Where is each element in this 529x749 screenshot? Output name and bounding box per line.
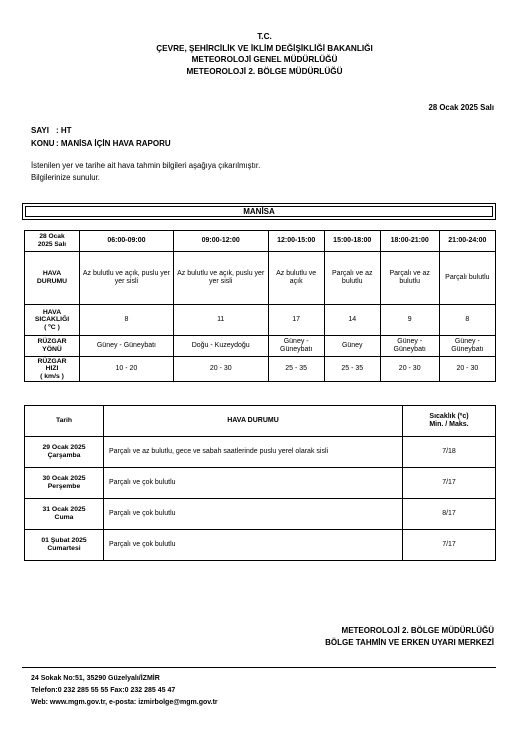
hourly-date-line-1: 28 Ocak [39, 233, 65, 240]
hourly-date-line-2: 2025 Salı [37, 241, 67, 248]
wind-direction-cell: Güney - Güneybatı [80, 336, 174, 357]
condition-cell: Az bulutlu ve açık, puslu yer yer sisli [80, 252, 174, 305]
temp-label-line-3: ( ºC ) [44, 323, 60, 331]
office-line-2: BÖLGE TAHMİN VE ERKEN UYARI MERKEZİ [325, 637, 494, 647]
daily-row [25, 530, 496, 561]
intro-line-1: İstenilen yer ve tarihe ait hava tahmin bilgileri aşağıya çıkarılmıştır. [31, 161, 261, 170]
daily-date: 29 Ocak 2025 [42, 444, 86, 451]
daily-weather-cell: Parçalı ve çok bulutlu [104, 530, 403, 561]
daily-row [25, 499, 496, 530]
condition-label-line-1: HAVA [42, 270, 62, 278]
wind-direction-cell: Doğu - Kuzeydoğu [173, 336, 268, 357]
time-slot-5: 18:00-21:00 [380, 231, 439, 252]
footer-divider [22, 667, 496, 668]
daily-weather-cell: Parçalı ve çok bulutlu [104, 499, 403, 530]
time-slot-1: 06:00-09:00 [80, 231, 174, 252]
temperature-row-label [25, 305, 80, 336]
temperature-cell: 11 [173, 305, 268, 336]
temp-label-line-1: HAVA [42, 308, 62, 316]
wind-speed-cell: 25 - 35 [268, 357, 324, 382]
daily-date-cell [25, 468, 104, 499]
temperature-cell: 17 [268, 305, 324, 336]
temperature-cell: 8 [439, 305, 495, 336]
daily-head-temp-line-1: Sıcaklık (ºc) [429, 412, 469, 420]
letterhead-line-2: ÇEVRE, ŞEHİRCİLİK VE İKLİM DEĞİŞİKLİĞİ BAKANLIĞI [156, 43, 373, 53]
footer-web: Web: www.mgm.gov.tr, e-posta: izmirbolge@mgm.gov.tr [31, 699, 218, 706]
footer-phone: Telefon:0 232 285 55 55 Fax:0 232 285 45 47 [31, 687, 176, 694]
daily-temp-cell: 7/17 [403, 468, 496, 499]
daily-head-temp [403, 406, 496, 437]
letterhead-line-1: T.C. [257, 32, 272, 41]
daily-date-cell [25, 437, 104, 468]
issuing-office [325, 625, 494, 648]
footer-address: 24 Sokak No:51, 35290 Güzelyalı/İZMİR [31, 675, 160, 682]
wspd-label-line-2: HIZI [45, 365, 59, 373]
report-date: 28 Ocak 2025 Salı [428, 103, 494, 112]
condition-row [25, 252, 496, 305]
temperature-row [25, 305, 496, 336]
wind-direction-cell: Güney [324, 336, 380, 357]
hourly-date-cell [25, 231, 80, 252]
daily-weather-cell: Parçalı ve çok bulutlu [104, 468, 403, 499]
daily-day: Perşembe [47, 483, 81, 490]
condition-row-label [25, 252, 80, 305]
letterhead-line-3: METEOROLOJİ GENEL MÜDÜRLÜĞÜ [191, 55, 338, 64]
wind-direction-cell: Güney - Güneybatı [268, 336, 324, 357]
letterhead [0, 31, 529, 77]
daily-day: Cumartesi [47, 545, 81, 552]
wind-speed-cell: 10 - 20 [80, 357, 174, 382]
daily-date: 01 Şubat 2025 [41, 537, 87, 544]
time-slot-2: 09:00-12:00 [173, 231, 268, 252]
konu-value: : MANİSA İÇİN HAVA RAPORU [56, 138, 171, 148]
letterhead-line-4: METEOROLOJİ 2. BÖLGE MÜDÜRLÜĞÜ [186, 66, 343, 76]
sayi-label: SAYI [31, 126, 49, 135]
daily-temp-cell: 7/17 [403, 530, 496, 561]
time-slot-3: 12:00-15:00 [268, 231, 324, 252]
wdir-label-line-1: RÜZGAR [37, 338, 67, 346]
wind-speed-cell: 20 - 30 [439, 357, 495, 382]
condition-cell: Parçalı ve az bulutlu [324, 252, 380, 305]
condition-cell: Parçalı ve az bulutlu [380, 252, 439, 305]
wspd-label-line-3: ( km/s ) [40, 372, 64, 380]
city-name: MANİSA [25, 206, 493, 217]
temperature-cell: 8 [80, 305, 174, 336]
condition-cell: Az bulutlu ve açık [268, 252, 324, 305]
daily-day: Çarşamba [47, 452, 81, 459]
city-banner [22, 203, 496, 220]
wind-direction-row [25, 336, 496, 357]
hourly-forecast-table [24, 230, 496, 382]
daily-head-temp-line-2: Min. / Maks. [429, 421, 469, 428]
wind-direction-row-label [25, 336, 80, 357]
daily-row [25, 468, 496, 499]
wind-speed-cell: 20 - 30 [173, 357, 268, 382]
temperature-cell: 14 [324, 305, 380, 336]
daily-forecast-table [24, 405, 496, 561]
wdir-label-line-2: YÖNÜ [42, 346, 62, 353]
daily-temp-cell: 7/18 [403, 437, 496, 468]
daily-header-row [25, 406, 496, 437]
daily-day: Cuma [54, 514, 74, 521]
daily-date: 31 Ocak 2025 [42, 506, 86, 513]
daily-temp-cell: 8/17 [403, 499, 496, 530]
daily-row [25, 437, 496, 468]
daily-head-weather: HAVA DURUMU [104, 406, 403, 437]
footer-contact [31, 673, 218, 709]
office-line-1: METEOROLOJİ 2. BÖLGE MÜDÜRLÜĞÜ [341, 626, 494, 635]
time-slot-6: 21:00-24:00 [439, 231, 495, 252]
wind-speed-row [25, 357, 496, 382]
condition-label-line-2: DURUMU [36, 278, 68, 285]
daily-head-date: Tarih [25, 406, 104, 437]
time-slot-4: 15:00-18:00 [324, 231, 380, 252]
intro-text [31, 160, 260, 183]
hourly-header-row [25, 231, 496, 252]
temperature-cell: 9 [380, 305, 439, 336]
condition-cell: Parçalı bulutlu [439, 252, 495, 305]
daily-date-cell [25, 499, 104, 530]
condition-cell: Az bulutlu ve açık, puslu yer yer sisli [173, 252, 268, 305]
wind-speed-cell: 25 - 35 [324, 357, 380, 382]
wspd-label-line-1: RÜZGAR [37, 357, 67, 365]
sayi-value: : HT [56, 126, 72, 135]
wind-speed-cell: 20 - 30 [380, 357, 439, 382]
wind-speed-row-label [25, 357, 80, 382]
konu-label: KONU [31, 138, 55, 148]
temp-label-line-2: SICAKLIĞI [34, 316, 70, 324]
intro-line-2: Bilgilerinize sunulur. [31, 172, 100, 182]
daily-date: 30 Ocak 2025 [42, 475, 86, 482]
daily-date-cell [25, 530, 104, 561]
daily-weather-cell: Parçalı ve az bulutlu, gece ve sabah saatlerinde puslu yerel olarak sisli [104, 437, 403, 468]
report-meta [31, 125, 171, 150]
wind-direction-cell: Güney - Güneybatı [380, 336, 439, 357]
wind-direction-cell: Güney - Güneybatı [439, 336, 495, 357]
